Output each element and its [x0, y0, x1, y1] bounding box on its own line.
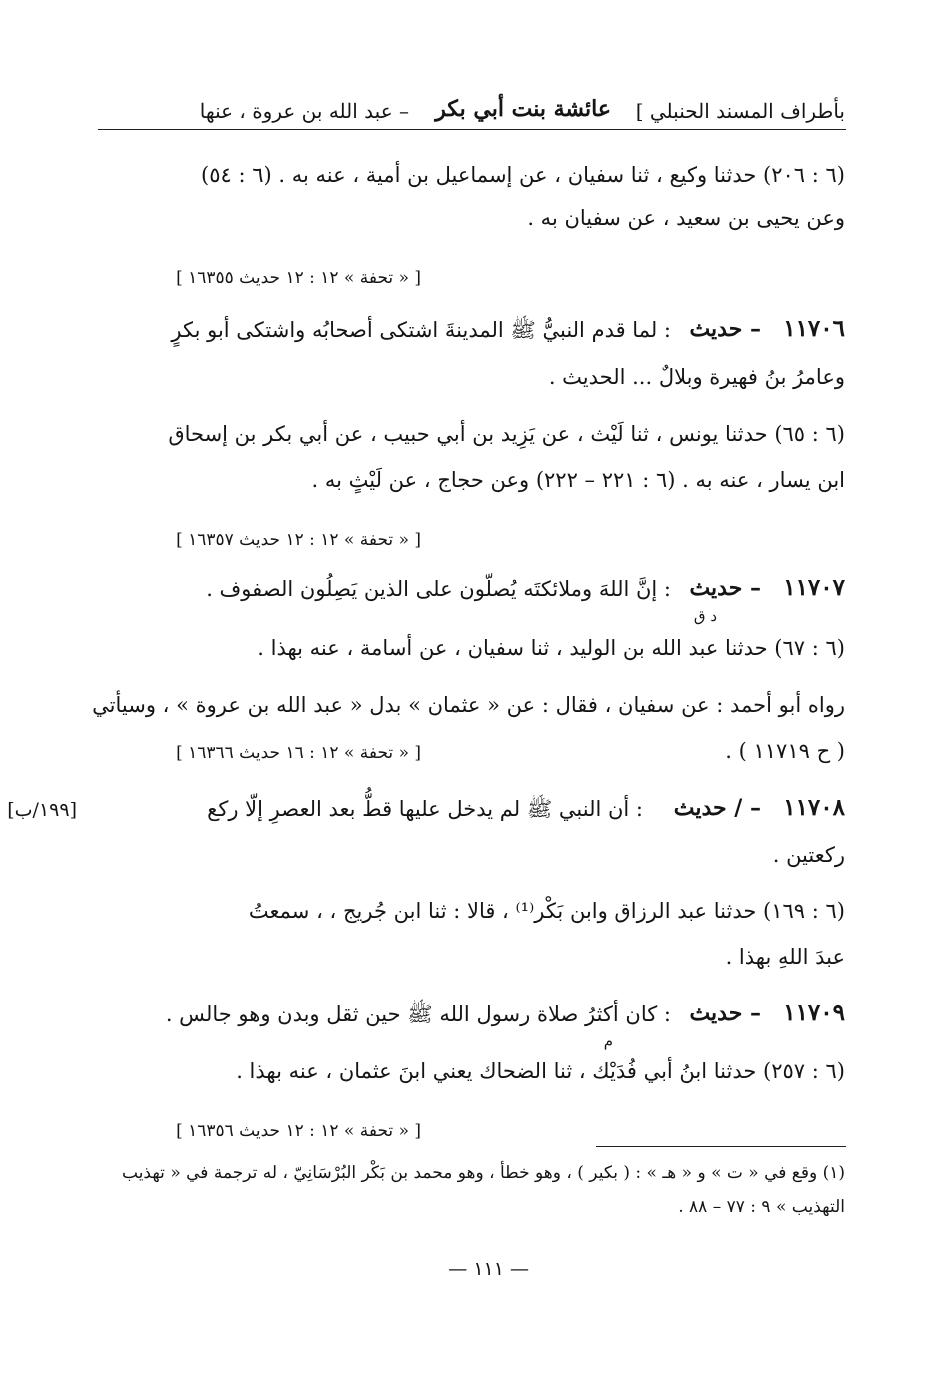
hadith-11709-isnad-1: (٦ : ٢٥٧) حدثنا ابنُ أبي فُدَيْك ، ثنا الضحاك يعني ابنَ عثمان ، عنه بهذا . — [236, 1059, 845, 1083]
hadith-11707-source-mark: د ق — [693, 607, 717, 625]
hadith-11708-isnad-1: (٦ : ١٦٩) حدثنا عبد الرزاق وابن بَكْر⁽¹⁾ ، قالا : ثنا ابن جُريج ، ، سمعتُ — [248, 899, 845, 923]
hadith-11708-text-2: ركعتين . — [772, 843, 845, 867]
hadith-11709-label: – حديث — [689, 1000, 761, 1026]
hadith-11708-label: – / حديث — [673, 795, 761, 821]
hadith-11707-label: – حديث — [689, 575, 761, 601]
hadith-11707-number: ١١٧٠٧ — [783, 574, 845, 601]
hadith-11706-isnad-1: (٦ : ٦٥) حدثنا يونس ، ثنا لَيْث ، عن يَزِيد بن أبي حبيب ، عن أبي بكر بن إسحاق — [168, 422, 845, 446]
hadith-11707-text-1: : إنَّ اللهَ وملائكتَه يُصلّون على الذين يَصِلُون الصفوف . — [206, 577, 671, 601]
hadith-11706-text-1: : لما قدم النبيُّ ﷺ المدينةَ اشتكى أصحابُه واشتكى أبو بكرٍ — [171, 318, 671, 342]
hadith-11706-tuhfa-ref: [ « تحفة » ١٢ : ١٢ حديث ١٦٣٥٧ ] — [176, 530, 421, 550]
hadith-11708-number: ١١٧٠٨ — [783, 794, 845, 821]
hadith-11706-text-2: وعامرُ بنُ فهيرة وبلالٌ ... الحديث . — [548, 365, 845, 389]
hadith-11706-number: ١١٧٠٦ — [783, 315, 845, 342]
hadith-11706-isnad-2: ابن يسار ، عنه به . (٦ : ٢٢١ – ٢٢٢) وعن حجاج ، عن لَيْثٍ به . — [311, 468, 845, 492]
footnote-rule — [596, 1146, 846, 1147]
page-number: — ١١١ — — [448, 1258, 529, 1280]
header-subject: عائشة بنت أبي بكر — [435, 96, 611, 122]
hadith-11707-note-1: رواه أبو أحمد : عن سفيان ، فقال : عن « عثمان » بدل « عبد الله بن عروة » ، وسيأتي — [92, 693, 845, 717]
header-narrators: – عبد الله بن عروة ، عنها — [199, 99, 409, 123]
intro-line-2: وعن يحيى بن سعيد ، عن سفيان به . — [527, 206, 845, 230]
intro-line-1: (٦ : ٢٠٦) حدثنا وكيع ، ثنا سفيان ، عن إسماعيل بن أمية ، عنه به . (٦ : ٥٤) — [201, 163, 845, 187]
hadith-11709-number: ١١٧٠٩ — [783, 999, 845, 1026]
hadith-11709-tuhfa-ref: [ « تحفة » ١٢ : ١٢ حديث ١٦٣٥٦ ] — [176, 1121, 421, 1141]
header-rule — [98, 129, 846, 130]
footnote-line-2: التهذيب » ٩ : ٧٧ – ٨٨ . — [678, 1197, 845, 1217]
hadith-11708-text-1: : أن النبي ﷺ لم يدخل عليها قطُّ بعد العصرِ إلّا ركع — [207, 797, 643, 821]
hadith-11706-label: – حديث — [689, 316, 761, 342]
hadith-11707-tuhfa-ref: [ « تحفة » ١٢ : ١٦ حديث ١٦٣٦٦ ] — [176, 743, 421, 763]
hadith-11708-isnad-2: عبدَ اللهِ بهذا . — [725, 945, 845, 969]
hadith-11708-margin-folio: [١٩٩/ب] — [7, 799, 77, 821]
hadith-11707-note-2: ( ح ١١٧١٩ ) . — [725, 739, 845, 763]
hadith-11707-isnad-1: (٦ : ٦٧) حدثنا عبد الله بن الوليد ، ثنا سفيان ، عن أسامة ، عنه بهذا . — [257, 636, 845, 660]
hadith-11709-source-mark: م — [603, 1032, 613, 1050]
footnote-line-1: (١) وقع في « ت » و « هـ » : ( بكير ) ، وهو خطأ ، وهو محمد بن بَكْر البُرْسَانِيّ ، له ترجمة في « تهذيب — [122, 1163, 845, 1183]
intro-tuhfa-ref: [ « تحفة » ١٢ : ١٢ حديث ١٦٣٥٥ ] — [176, 268, 421, 288]
header-book-title: بأطراف المسند الحنبلي ] — [635, 99, 845, 123]
hadith-11709-text-1: : كان أكثرُ صلاة رسول الله ﷺ حين ثقل وبدن وهو جالس . — [165, 1002, 671, 1026]
